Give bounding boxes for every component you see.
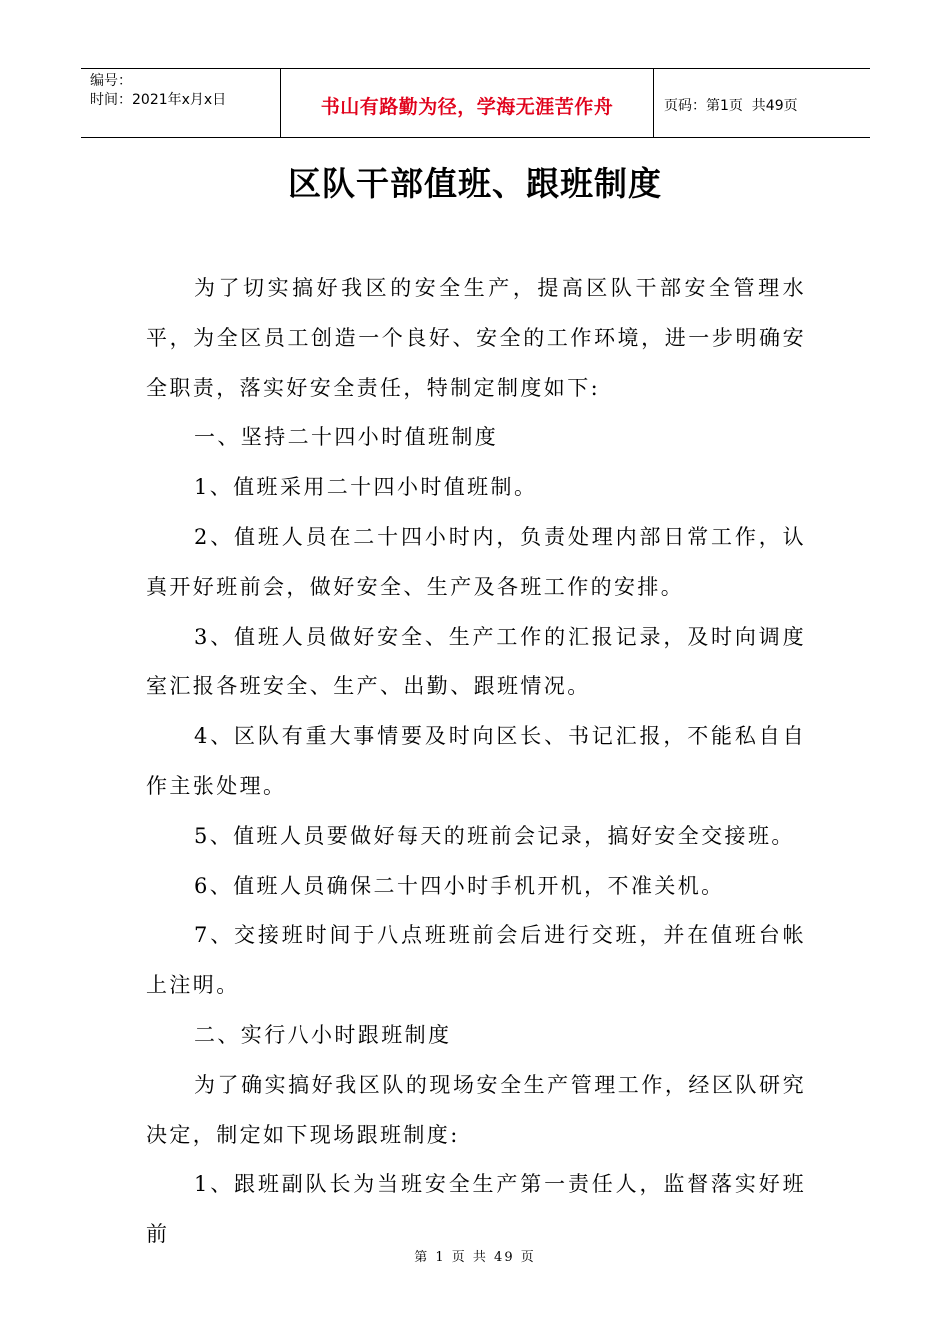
document-number-label: 编号：: [90, 73, 132, 89]
document-time-label: 时间：2021年x月x日: [90, 92, 227, 108]
document-body: [146, 264, 806, 1260]
header-motto: 书山有路勤为径，学海无涯苦作舟: [320, 95, 614, 118]
document-title: 区队干部值班、跟班制度: [288, 164, 662, 203]
body-paragraph: 1、跟班副队长为当班安全生产第一责任人，监督落实好班前: [146, 1172, 806, 1247]
page-footer: 第 1 页 共 49 页: [414, 1250, 536, 1265]
body-paragraph: 为了切实搞好我区的安全生产，提高区队干部安全管理水平，为全区员工创造一个良好、安全的工作环境，进一步明确安全职责，落实好安全责任，特制定制度如下:: [146, 276, 806, 400]
body-paragraph: 3、值班人员做好安全、生产工作的汇报记录，及时向调度室汇报各班安全、生产、出勤、跟班情况。: [146, 624, 806, 699]
header-page-info: 页码：第1页 共49页: [664, 98, 798, 114]
body-paragraph: 5、值班人员要做好每天的班前会记录，搞好安全交接班。: [194, 823, 795, 848]
body-paragraph: 7、交接班时间于八点班班前会后进行交班，并在值班台帐上注明。: [146, 923, 806, 998]
body-paragraph: 4、区队有重大事情要及时向区长、书记汇报，不能私自自作主张处理。: [146, 724, 806, 798]
header-motto-cell: [281, 69, 654, 137]
body-paragraph: 为了确实搞好我区队的现场安全生产管理工作，经区队研究决定，制定如下现场跟班制度:: [146, 1072, 806, 1147]
section-heading: 二、实行八小时跟班制度: [194, 1022, 452, 1047]
header-page-cell: [654, 69, 870, 137]
body-paragraph: 2、值班人员在二十四小时内，负责处理内部日常工作，认真开好班前会，做好安全、生产及各班工作的安排。: [146, 524, 806, 599]
section-heading: 一、坚持二十四小时值班制度: [194, 425, 499, 450]
body-paragraph: 6、值班人员确保二十四小时手机开机，不准关机。: [194, 873, 725, 898]
header-table: [81, 68, 870, 138]
body-paragraph: 1、值班采用二十四小时值班制。: [194, 475, 538, 500]
header-meta-cell: [81, 69, 281, 137]
